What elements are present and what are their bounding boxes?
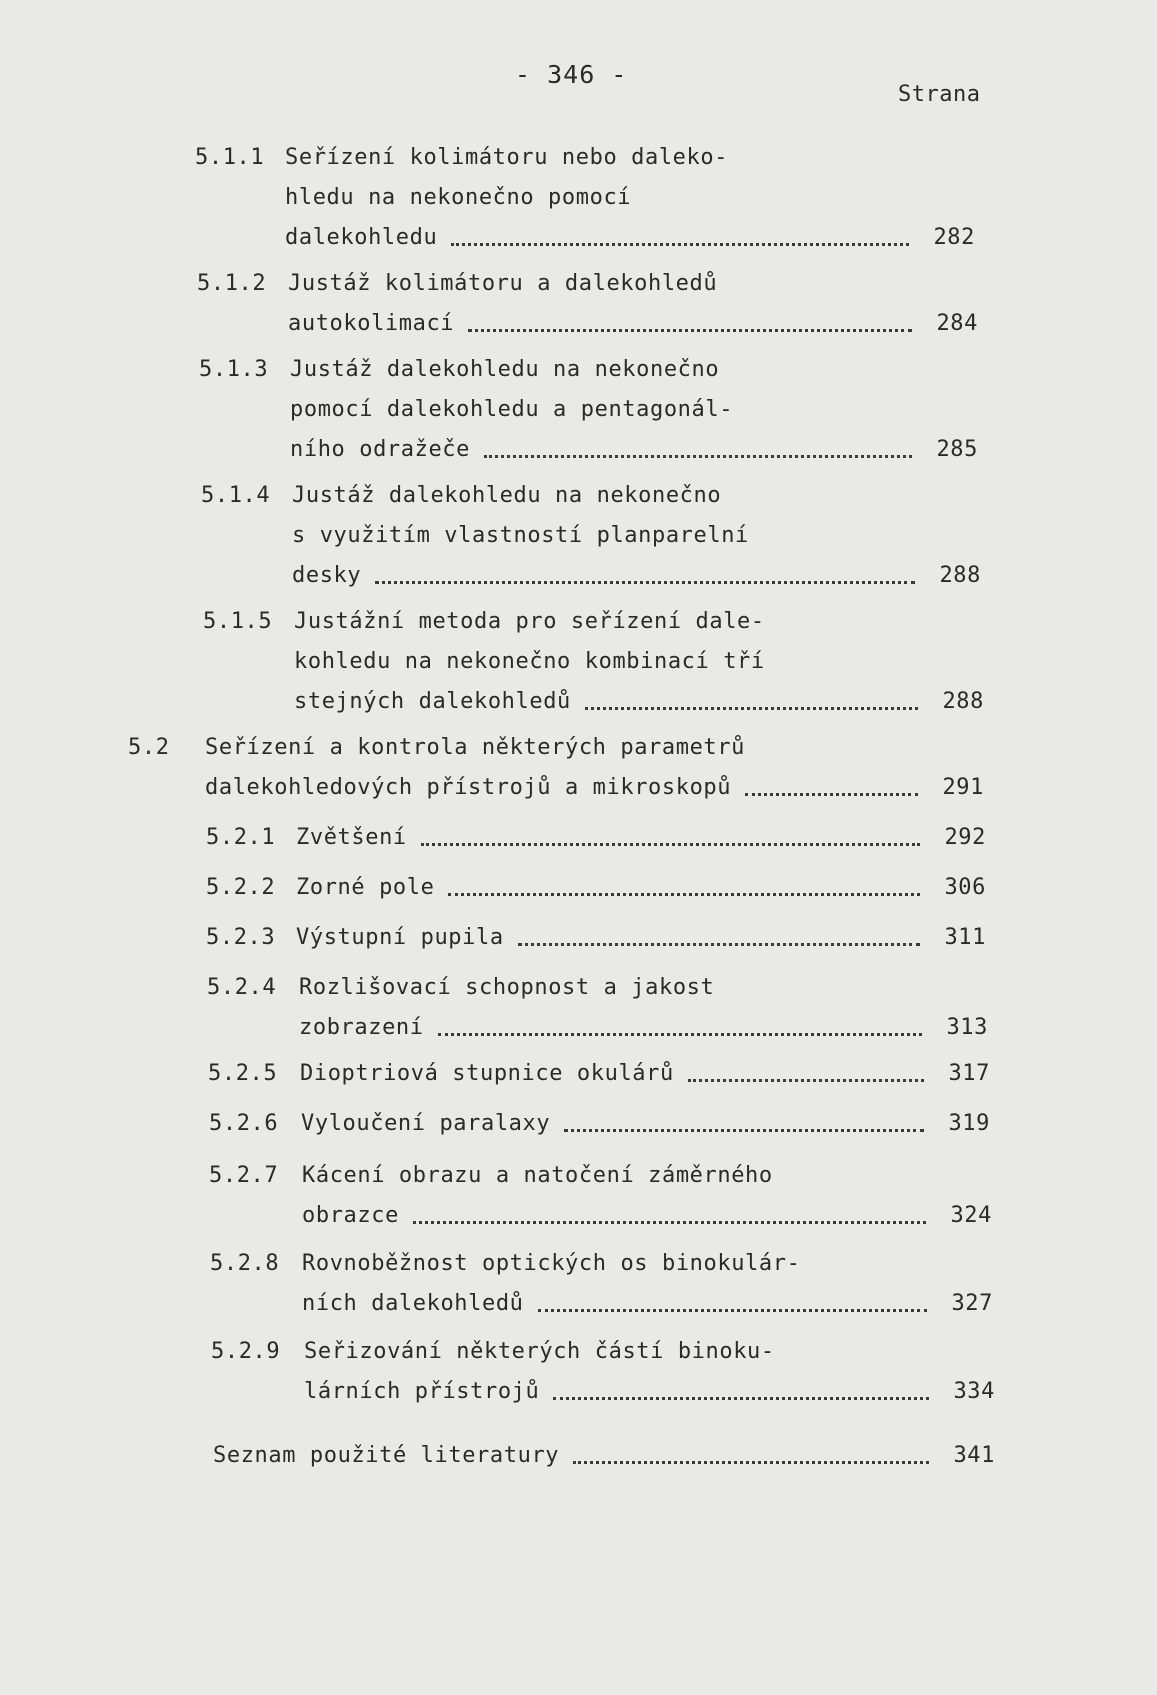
toc-entry-title-line: Seřizování některých částí binoku-	[304, 1339, 775, 1364]
dot-leader	[468, 321, 912, 332]
toc-entry	[213, 1436, 995, 1476]
toc-entry	[207, 968, 988, 1048]
dot-leader	[484, 447, 912, 458]
toc-entry-number: 5.1.5	[203, 609, 273, 634]
toc-entry	[128, 728, 984, 808]
toc-entry-title-line: kohledu na nekonečno kombinací tří	[294, 649, 765, 674]
toc-page-number: 324	[950, 1203, 992, 1228]
toc-entry-title-line: Justáž dalekohledu na nekonečno	[292, 483, 722, 508]
toc-entry-title-line: Seznam použité literatury	[213, 1443, 560, 1468]
toc-entry-title-line: Justážní metoda pro seřízení dale-	[294, 609, 765, 634]
toc-entry-title-line: hledu na nekonečno pomocí	[285, 185, 632, 210]
toc-entry-title-line: pomocí dalekohledu a pentagonál-	[290, 397, 734, 422]
dot-leader	[553, 1389, 929, 1400]
toc-entry	[201, 476, 981, 596]
toc-page-number: 291	[942, 775, 984, 800]
dot-leader	[518, 935, 920, 946]
toc-entry-title-line: stejných dalekohledů	[294, 689, 571, 714]
toc-entry-number: 5.2	[128, 735, 170, 760]
toc-entry-title-line: Justáž kolimátoru a dalekohledů	[288, 271, 718, 296]
toc-entry-title-line: Výstupní pupila	[296, 925, 504, 950]
toc-entry-number: 5.2.4	[207, 975, 277, 1000]
dot-leader	[538, 1301, 927, 1312]
toc-entry-number: 5.2.5	[208, 1061, 278, 1086]
dot-leader	[413, 1213, 926, 1224]
toc-entry-number: 5.2.1	[206, 825, 276, 850]
toc-entry-title-line: autokolimací	[288, 311, 455, 336]
toc-entry	[206, 868, 986, 908]
dot-leader	[451, 235, 909, 246]
toc-entry-number: 5.2.3	[206, 925, 276, 950]
toc-entry-number: 5.1.1	[195, 145, 265, 170]
dot-leader	[448, 885, 920, 896]
toc-entry	[199, 350, 978, 470]
toc-entry-title-line: Zorné pole	[296, 875, 435, 900]
toc-entry	[197, 264, 978, 344]
dot-leader	[564, 1121, 924, 1132]
toc-entry-number: 5.1.2	[197, 271, 267, 296]
toc-page-number: 288	[939, 563, 981, 588]
toc-entry-number: 5.1.3	[199, 357, 269, 382]
toc-entry-title-line: ního odražeče	[290, 437, 470, 462]
toc-entry	[209, 1156, 992, 1236]
dot-leader	[375, 573, 915, 584]
dot-leader	[421, 835, 920, 846]
toc-page-number: 292	[944, 825, 986, 850]
dot-leader	[688, 1071, 924, 1082]
page-number: - 346 -	[515, 60, 628, 89]
toc-entry	[208, 1054, 990, 1094]
toc-entry-title-line: Rovnoběžnost optických os binokulár-	[302, 1251, 801, 1276]
toc-page-number: 288	[942, 689, 984, 714]
toc-entry	[210, 1244, 993, 1324]
toc-page-number: 313	[946, 1015, 988, 1040]
page-column-heading: Strana	[898, 82, 981, 107]
toc-entry-title-line: dalekohledových přístrojů a mikroskopů	[205, 775, 732, 800]
toc-entry-number: 5.2.6	[209, 1111, 279, 1136]
toc-entry	[206, 918, 986, 958]
toc-page-number: 306	[944, 875, 986, 900]
toc-entry	[195, 138, 975, 258]
toc-entry-title-line: Vyloučení paralaxy	[301, 1111, 551, 1136]
toc-entry-title-line: obrazce	[302, 1203, 399, 1228]
toc-entry-number: 5.1.4	[201, 483, 271, 508]
toc-entry-title-line: Rozlišovací schopnost a jakost	[299, 975, 715, 1000]
toc-page-number: 311	[944, 925, 986, 950]
toc-page-number: 317	[948, 1061, 990, 1086]
toc-page-number: 285	[936, 437, 978, 462]
toc-page-number: 282	[933, 225, 975, 250]
toc-entry-title-line: Dioptriová stupnice okulárů	[300, 1061, 674, 1086]
toc-entry-title-line: Kácení obrazu a natočení záměrného	[302, 1163, 773, 1188]
toc-entry-title-line: Seřízení a kontrola některých parametrů	[205, 735, 745, 760]
toc-entry-title-line: Seřízení kolimátoru nebo daleko-	[285, 145, 729, 170]
dot-leader	[573, 1453, 929, 1464]
toc-page-number: 284	[936, 311, 978, 336]
toc-page-number: 334	[953, 1379, 995, 1404]
toc-entry-title-line: Justáž dalekohledu na nekonečno	[290, 357, 720, 382]
toc-page-number: 327	[951, 1291, 993, 1316]
toc-entry-title-line: s využitím vlastností planparelní	[292, 523, 749, 548]
toc-entry-number: 5.2.8	[210, 1251, 280, 1276]
toc-entry	[211, 1332, 995, 1412]
toc-entry-number: 5.2.9	[211, 1339, 281, 1364]
toc-entry-title-line: Zvětšení	[296, 825, 407, 850]
toc-page-number: 341	[953, 1443, 995, 1468]
dot-leader	[585, 699, 918, 710]
toc-entry-number: 5.2.2	[206, 875, 276, 900]
toc-entry	[206, 818, 986, 858]
toc-entry-title-line: zobrazení	[299, 1015, 424, 1040]
dot-leader	[745, 785, 918, 796]
toc-entry-title-line: desky	[292, 563, 362, 588]
toc-entry	[203, 602, 984, 722]
toc-entry-number: 5.2.7	[209, 1163, 279, 1188]
toc-entry-title-line: ních dalekohledů	[302, 1291, 524, 1316]
dot-leader	[438, 1025, 922, 1036]
toc-page-number: 319	[948, 1111, 990, 1136]
toc-entry-title-line: dalekohledu	[285, 225, 438, 250]
toc-entry	[209, 1104, 990, 1144]
toc-entry-title-line: lárních přístrojů	[304, 1379, 540, 1404]
